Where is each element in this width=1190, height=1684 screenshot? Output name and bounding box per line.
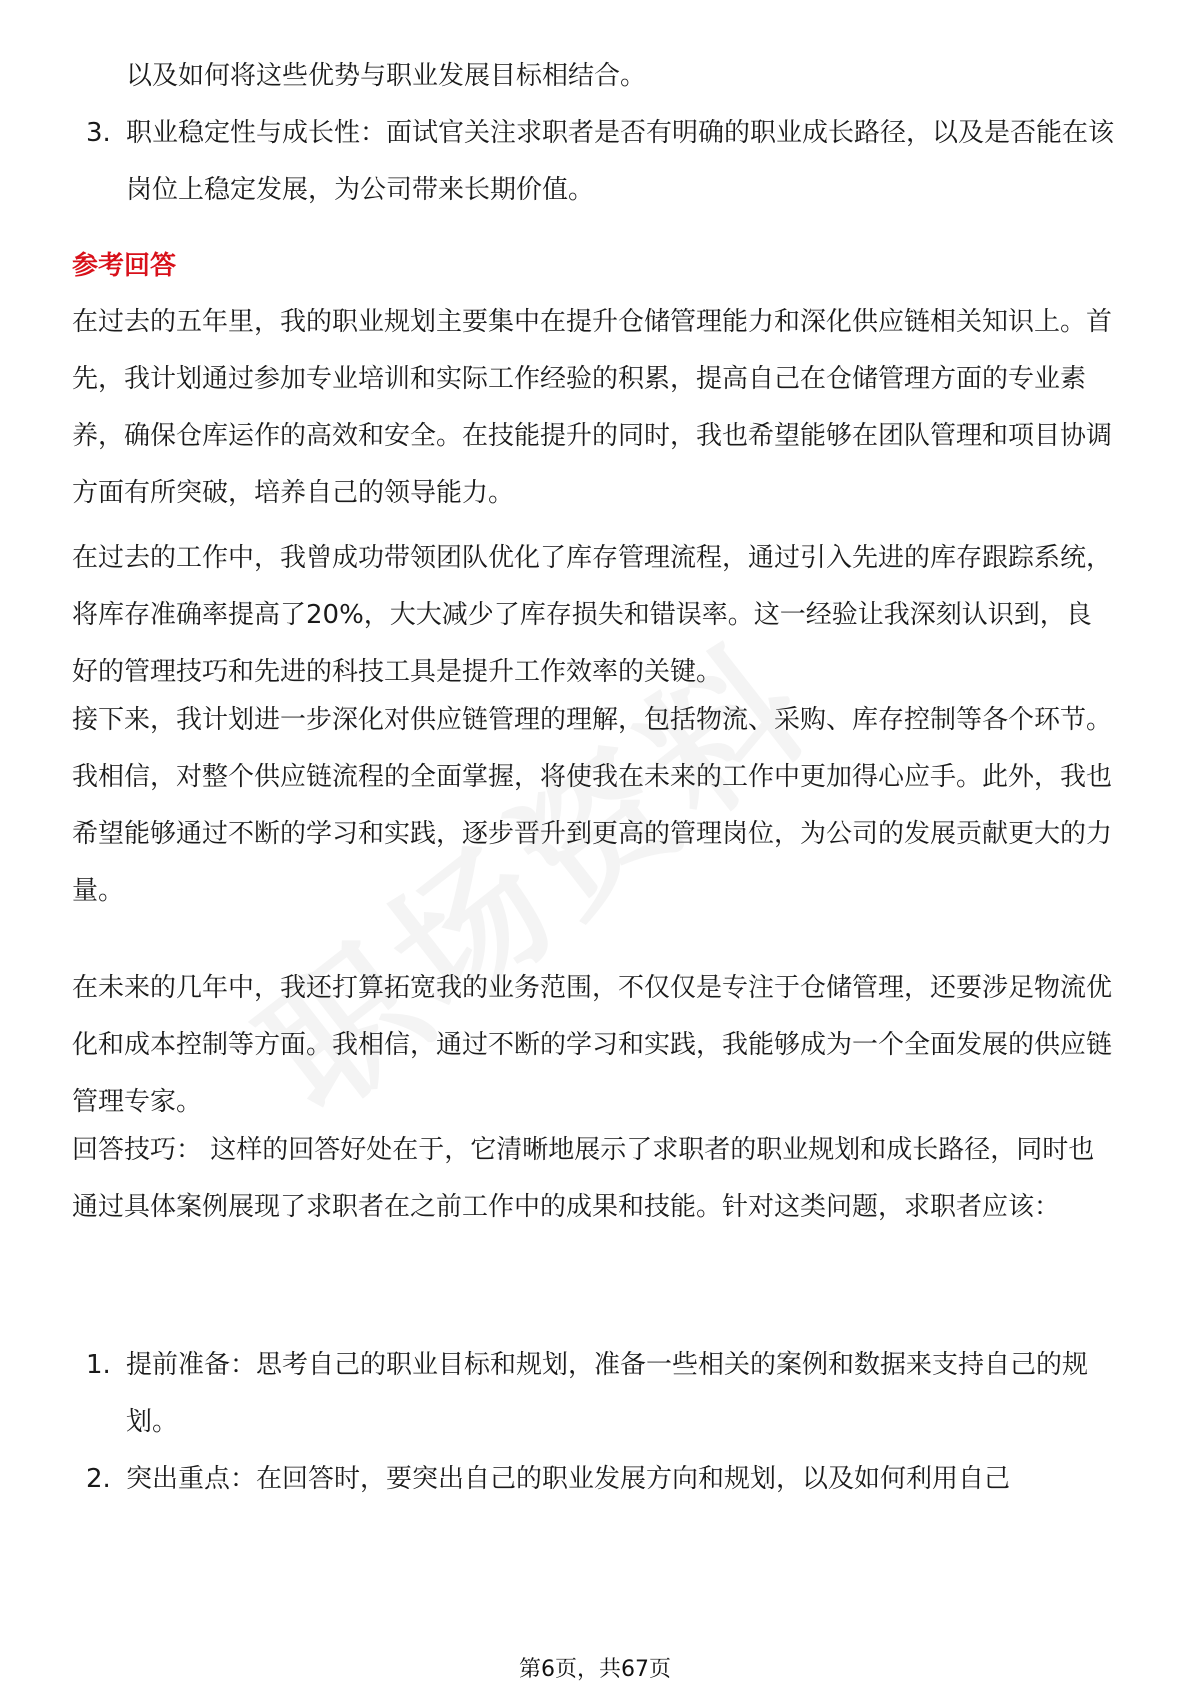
paragraph — [72, 692, 1112, 920]
paragraph-text: 回答技巧： 这样的回答好处在于，它清晰地展示了求职者的职业规划和成长路径，同时也通过具体案例展现了求职者在之前工作中的成果和技能。针对这类问题，求职者应该： — [72, 1135, 1095, 1222]
answer-tips-paragraph — [72, 1122, 1112, 1236]
paragraph-text: 在过去的工作中，我曾成功带领团队优化了库存管理流程，通过引入先进的库存跟踪系统，将库存准确率提高了20%，大大减少了库存损失和错误率。这一经验让我深刻认识到，良好的管理技巧和先进的科技工具是提升工作效率的关键。 — [72, 543, 1113, 687]
continuation-text: 以及如何将这些优势与职业发展目标相结合。 — [126, 61, 647, 91]
list-item-number: 3. — [86, 118, 111, 148]
bottom-numbered-list — [72, 1337, 1118, 1508]
list-item — [72, 1451, 1118, 1508]
paragraph — [72, 960, 1112, 1131]
section-heading: 参考回答 — [72, 251, 177, 281]
page-footer: 第6页，共67页 — [519, 1657, 671, 1682]
paragraph-text: 在过去的五年里，我的职业规划主要集中在提升仓储管理能力和深化供应链相关知识上。首先，我计划通过参加专业培训和实际工作经验的积累，提高自己在仓储管理方面的专业素养，确保仓库运作的高效和安全。在技能提升的同时，我也希望能够在团队管理和项目协调方面有所突破，培养自己的领导能力。 — [72, 307, 1113, 508]
top-numbered-list — [72, 105, 1118, 219]
paragraph-text: 在未来的几年中，我还打算拓宽我的业务范围，不仅仅是专注于仓储管理，还要涉足物流优化和成本控制等方面。我相信，通过不断的学习和实践，我能够成为一个全面发展的供应链管理专家。 — [72, 973, 1113, 1117]
list-item — [72, 1337, 1118, 1451]
list-item-text: 突出重点：在回答时，要突出自己的职业发展方向和规划，以及如何利用自己 — [126, 1464, 1011, 1494]
list-item-text: 提前准备：思考自己的职业目标和规划，准备一些相关的案例和数据来支持自己的规划。 — [126, 1350, 1089, 1437]
paragraph-text: 接下来，我计划进一步深化对供应链管理的理解，包括物流、采购、库存控制等各个环节。我相信，对整个供应链流程的全面掌握，将使我在未来的工作中更加得心应手。此外，我也希望能够通过不断的学习和实践，逐步晋升到更高的管理岗位，为公司的发展贡献更大的力量。 — [72, 705, 1113, 906]
paragraph — [72, 294, 1112, 522]
paragraph — [72, 530, 1112, 701]
list-item-text: 职业稳定性与成长性：面试官关注求职者是否有明确的职业成长路径，以及是否能在该岗位上稳定发展，为公司带来长期价值。 — [126, 118, 1115, 205]
list-item-number: 1. — [86, 1350, 111, 1380]
list-item-number: 2. — [86, 1464, 111, 1494]
list-item — [72, 105, 1118, 219]
